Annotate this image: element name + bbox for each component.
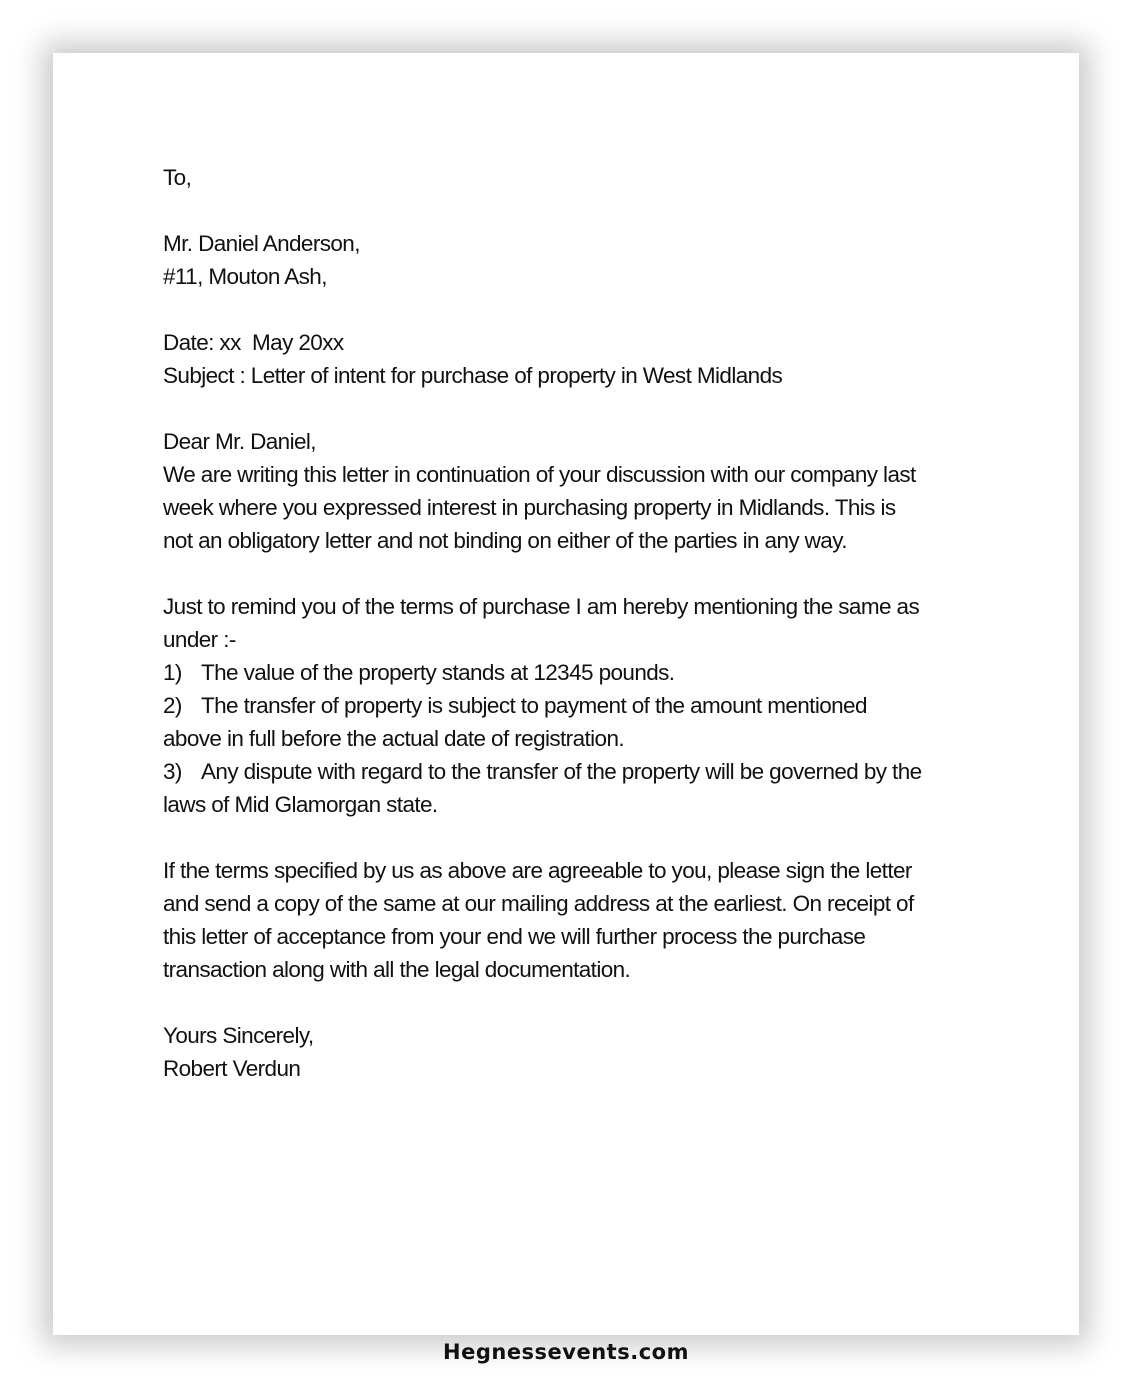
signature: Robert Verdun xyxy=(163,1056,301,1081)
date-line: Date: xx May 20xx xyxy=(163,330,344,355)
term-item: 3) Any dispute with regard to the transfer of the property will be governed by the laws of Mid Glamorgan state. xyxy=(163,755,963,821)
term-item: 1) The value of the property stands at 12345 pounds. xyxy=(163,656,963,689)
term-number: 1) xyxy=(163,660,182,685)
closing: Yours Sincerely, xyxy=(163,1023,314,1048)
letter-page xyxy=(53,53,1079,1335)
greeting: Dear Mr. Daniel, xyxy=(163,429,316,454)
subject-line: Subject : Letter of intent for purchase of property in West Midlands xyxy=(163,363,783,388)
recipient-address: #11, Mouton Ash, xyxy=(163,264,327,289)
term-number: 3) xyxy=(163,759,182,784)
paragraph-1: We are writing this letter in continuation of your discussion with our company last week where you expressed interest in purchasing property in Midlands. This is not an obligatory letter and not binding on either of the parties in any way. xyxy=(163,462,916,553)
term-item: 2) The transfer of property is subject to payment of the amount mentioned above in full before the actual date of registration. xyxy=(163,689,963,755)
terms-list xyxy=(163,656,963,821)
letter-body xyxy=(163,161,963,1085)
paragraph-3: If the terms specified by us as above are agreeable to you, please sign the letter and send a copy of the same at our mailing address at the earliest. On receipt of this letter of acceptance from your end we will further process the purchase transaction along with all the legal documentation. xyxy=(163,858,914,982)
to-line: To, xyxy=(163,165,192,190)
term-number: 2) xyxy=(163,693,182,718)
watermark: Hegnessevents.com xyxy=(443,1340,689,1364)
paragraph-2: Just to remind you of the terms of purchase I am hereby mentioning the same as under :- xyxy=(163,594,920,652)
recipient-name: Mr. Daniel Anderson, xyxy=(163,231,360,256)
